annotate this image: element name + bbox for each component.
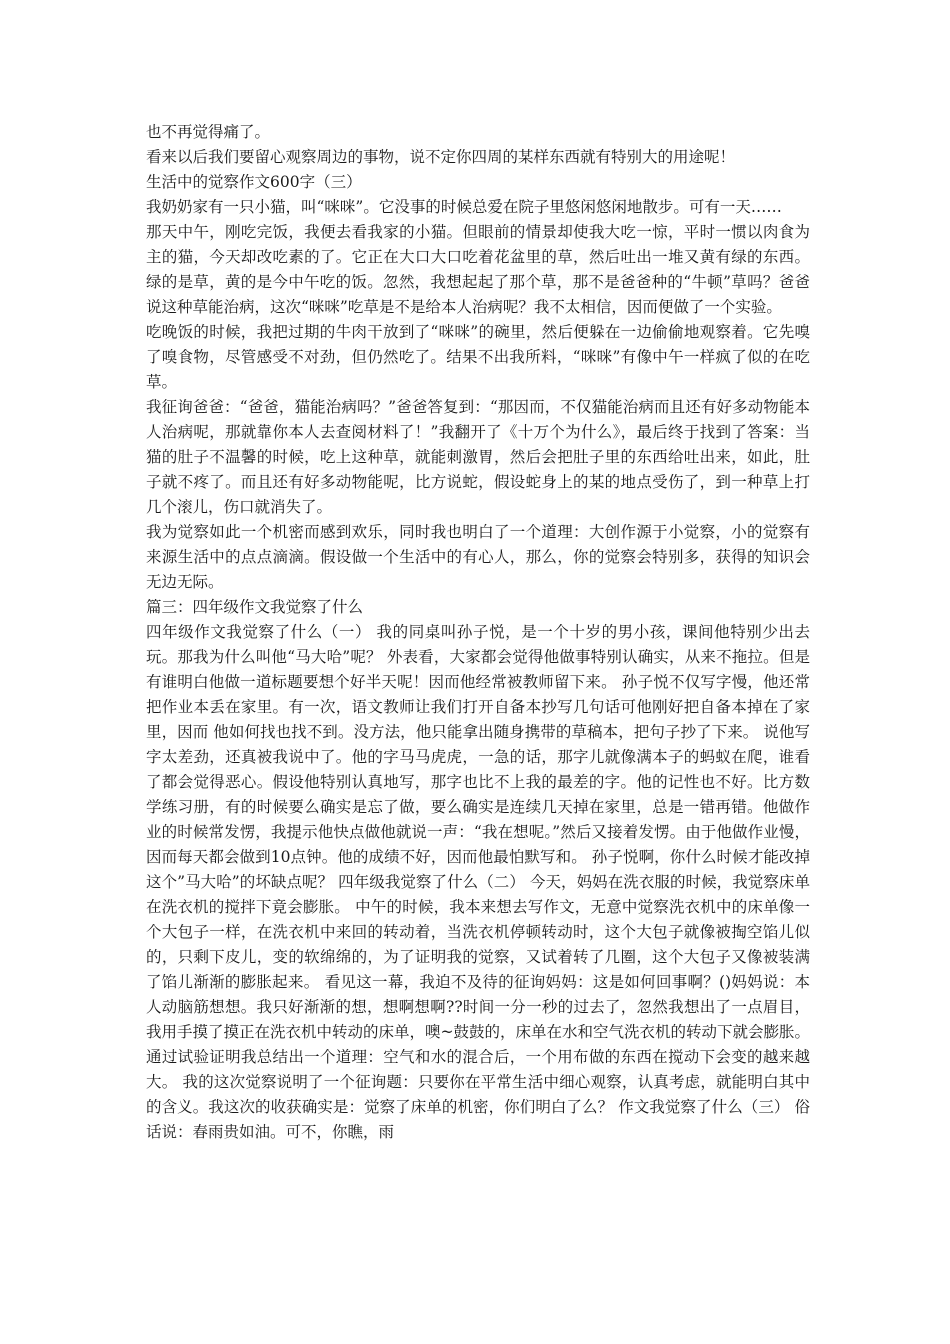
paragraph: 也不再觉得痛了。 (146, 123, 271, 141)
paragraph: 吃晚饭的时候，我把过期的牛肉干放到了“咪咪”的碗里，然后便躲在一边偷偷地观察着。它先嗅了嗅食物，尽管感受不对劲，但仍然吃了。结果不出我所料，“咪咪”有像中午一样疯了似的在吃草。 (146, 323, 810, 391)
paragraph: 四年级作文我觉察了什么（一） 我的同桌叫孙子悦，是一个十岁的男小孩，课间他特别少出去玩。那我为什么叫他“马大哈”呢？ 外表看，大家都会觉得他做事特别认确实，从来不拖拉。但是有谁明白他做一道标题要想个好半天呢！因而他经常被教师留下来。 孙子悦不仅写字慢，他还常把作业本丢在家里。有一次，语文教师让我们打开自备本抄写几句话可他刚好把自备本掉在了家里，因而 他如何找也找不到。没方法，他只能拿出随身携带的草稿本，把句子抄了下来。 说他写字太差劲，还真被我说中了。他的字马马虎虎，一急的话，那字儿就像满本子的蚂蚁在爬，谁看了都会觉得恶心。假设他特别认真地写，那字也比不上我的最差的字。他的记性也不好。比方数学练习册，有的时候要么确实是忘了做，要么确实是连续几天掉在家里，总是一错再错。他做作业的时候常发愣，我提示他快点做他就说一声：“我在想呢。”然后又接着发愣。由于他做作业慢，因而每天都会做到10点钟。他的成绩不好，因而他最怕默写和。 孙子悦啊，你什么时候才能改掉这个”马大哈”的坏缺点呢？ 四年级我觉察了什么（二） 今天，妈妈在洗衣服的时候，我觉察床单在洗衣机的搅拌下竟会膨胀。 中午的时候，我本来想去写作文，无意中觉察洗衣机中的床单像一个大包子一样，在洗衣机中来回的转动着，当洗衣机停顿转动时，这个大包子就像被掏空馅儿似的，只剩下皮儿，变的软绵绵的，为了证明我的觉察，又试着转了几圈，这个大包子又像被装满了馅儿渐渐的膨胀起来。 看见这一幕，我迫不及待的征询妈妈：这是如何回事啊？()妈妈说：本人动脑筋想想。我只好渐渐的想，想啊想啊??时间一分一秒的过去了，忽然我想出了一点眉目，我用手摸了摸正在洗衣机中转动的床单，噢~鼓鼓的，床单在水和空气洗衣机的转动下就会膨胀。 通过试验证明我总结出一个道理：空气和水的混合后，一个用布做的东西在搅动下会变的越来越大。 我的这次觉察说明了一个征询题：只要你在平常生活中细心观察，认真考虑，就能明白其中的含义。我这次的收获确实是：觉察了床单的机密，你们明白了么？ 作文我觉察了什么（三） 俗话说：春雨贵如油。可不，你瞧，雨 (146, 623, 810, 1141)
paragraph: 我征询爸爸：“爸爸，猫能治病吗？”爸爸答复到：“那因而，不仅猫能治病而且还有好多动物能本人治病呢，那就靠你本人去查阅材料了！”我翻开了《十万个为什么》，最后终于找到了答案：当猫的肚子不温馨的时候，吃上这种草，就能刺激胃，然后会把肚子里的东西给吐出来，如此，肚子就不疼了。而且还有好多动物能呢，比方说蛇，假设蛇身上的某的地点受伤了，到一种草上打几个滚儿，伤口就消失了。 (146, 398, 810, 516)
paragraph: 我奶奶家有一只小猫，叫“咪咪”。它没事的时候总爱在院子里悠闲悠闲地散步。可有一天…… (146, 198, 782, 216)
section-heading: 篇三：四年级作文我觉察了什么 (146, 598, 364, 616)
section-heading: 生活中的觉察作文600字（三） (146, 173, 362, 191)
document-page (146, 120, 810, 1145)
paragraph: 我为觉察如此一个机密而感到欢乐，同时我也明白了一个道理：大创作源于小觉察，小的觉察有来源生活中的点点滴滴。假设做一个生活中的有心人，那么，你的觉察会特别多，获得的知识会无边无际。 (146, 523, 810, 591)
paragraph: 看来以后我们要留心观察周边的事物，说不定你四周的某样东西就有特别大的用途呢！ (146, 148, 736, 166)
paragraph: 那天中午，刚吃完饭，我便去看我家的小猫。但眼前的情景却使我大吃一惊，平时一惯以肉食为主的猫，今天却改吃素的了。它正在大口大口吃着花盆里的草，然后吐出一堆又黄有绿的东西。绿的是草，黄的是今中午吃的饭。忽然，我想起起了那个草，那不是爸爸种的“牛顿”草吗？爸爸说这种草能治病，这次“咪咪”吃草是不是给本人治病呢？我不太相信，因而便做了一个实验。 (146, 223, 810, 316)
